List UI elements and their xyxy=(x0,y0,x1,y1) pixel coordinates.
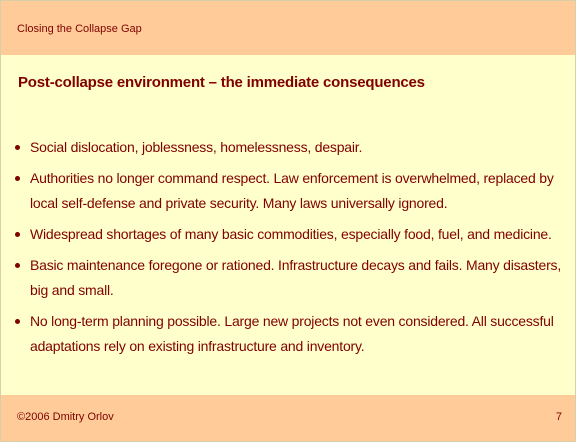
footer-band xyxy=(1,395,575,441)
slide-title: Post-collapse environment – the immediate consequences xyxy=(18,74,425,91)
bullet-icon xyxy=(15,176,20,181)
bullet-text: No long-term planning possible. Large new projects not even considered. All successful adaptations rely on existing infrastructure and inventory. xyxy=(30,313,554,354)
bullet-text: Widespread shortages of many basic commodities, especially food, fuel, and medicine. xyxy=(30,226,552,242)
bullet-item xyxy=(15,253,570,303)
bullet-icon xyxy=(15,263,20,268)
bullet-list xyxy=(15,135,570,365)
page-number: 7 xyxy=(555,411,562,423)
presentation-title: Closing the Collapse Gap xyxy=(17,23,142,35)
bullet-text: Social dislocation, joblessness, homelessness, despair. xyxy=(30,139,363,155)
bullet-icon xyxy=(15,319,20,324)
copyright-text: ©2006 Dmitry Orlov xyxy=(17,411,114,423)
bullet-item xyxy=(15,135,570,160)
bullet-item xyxy=(15,166,570,216)
bullet-item xyxy=(15,309,570,359)
bullet-text: Authorities no longer command respect. Law enforcement is overwhelmed, replaced by local self-defense and private security. Many laws universally ignored. xyxy=(30,170,554,211)
bullet-icon xyxy=(15,232,20,237)
header-band xyxy=(1,1,575,55)
bullet-item xyxy=(15,222,570,247)
bullet-text: Basic maintenance foregone or rationed. Infrastructure decays and fails. Many disasters, big and small. xyxy=(30,257,562,298)
bullet-icon xyxy=(15,145,20,150)
